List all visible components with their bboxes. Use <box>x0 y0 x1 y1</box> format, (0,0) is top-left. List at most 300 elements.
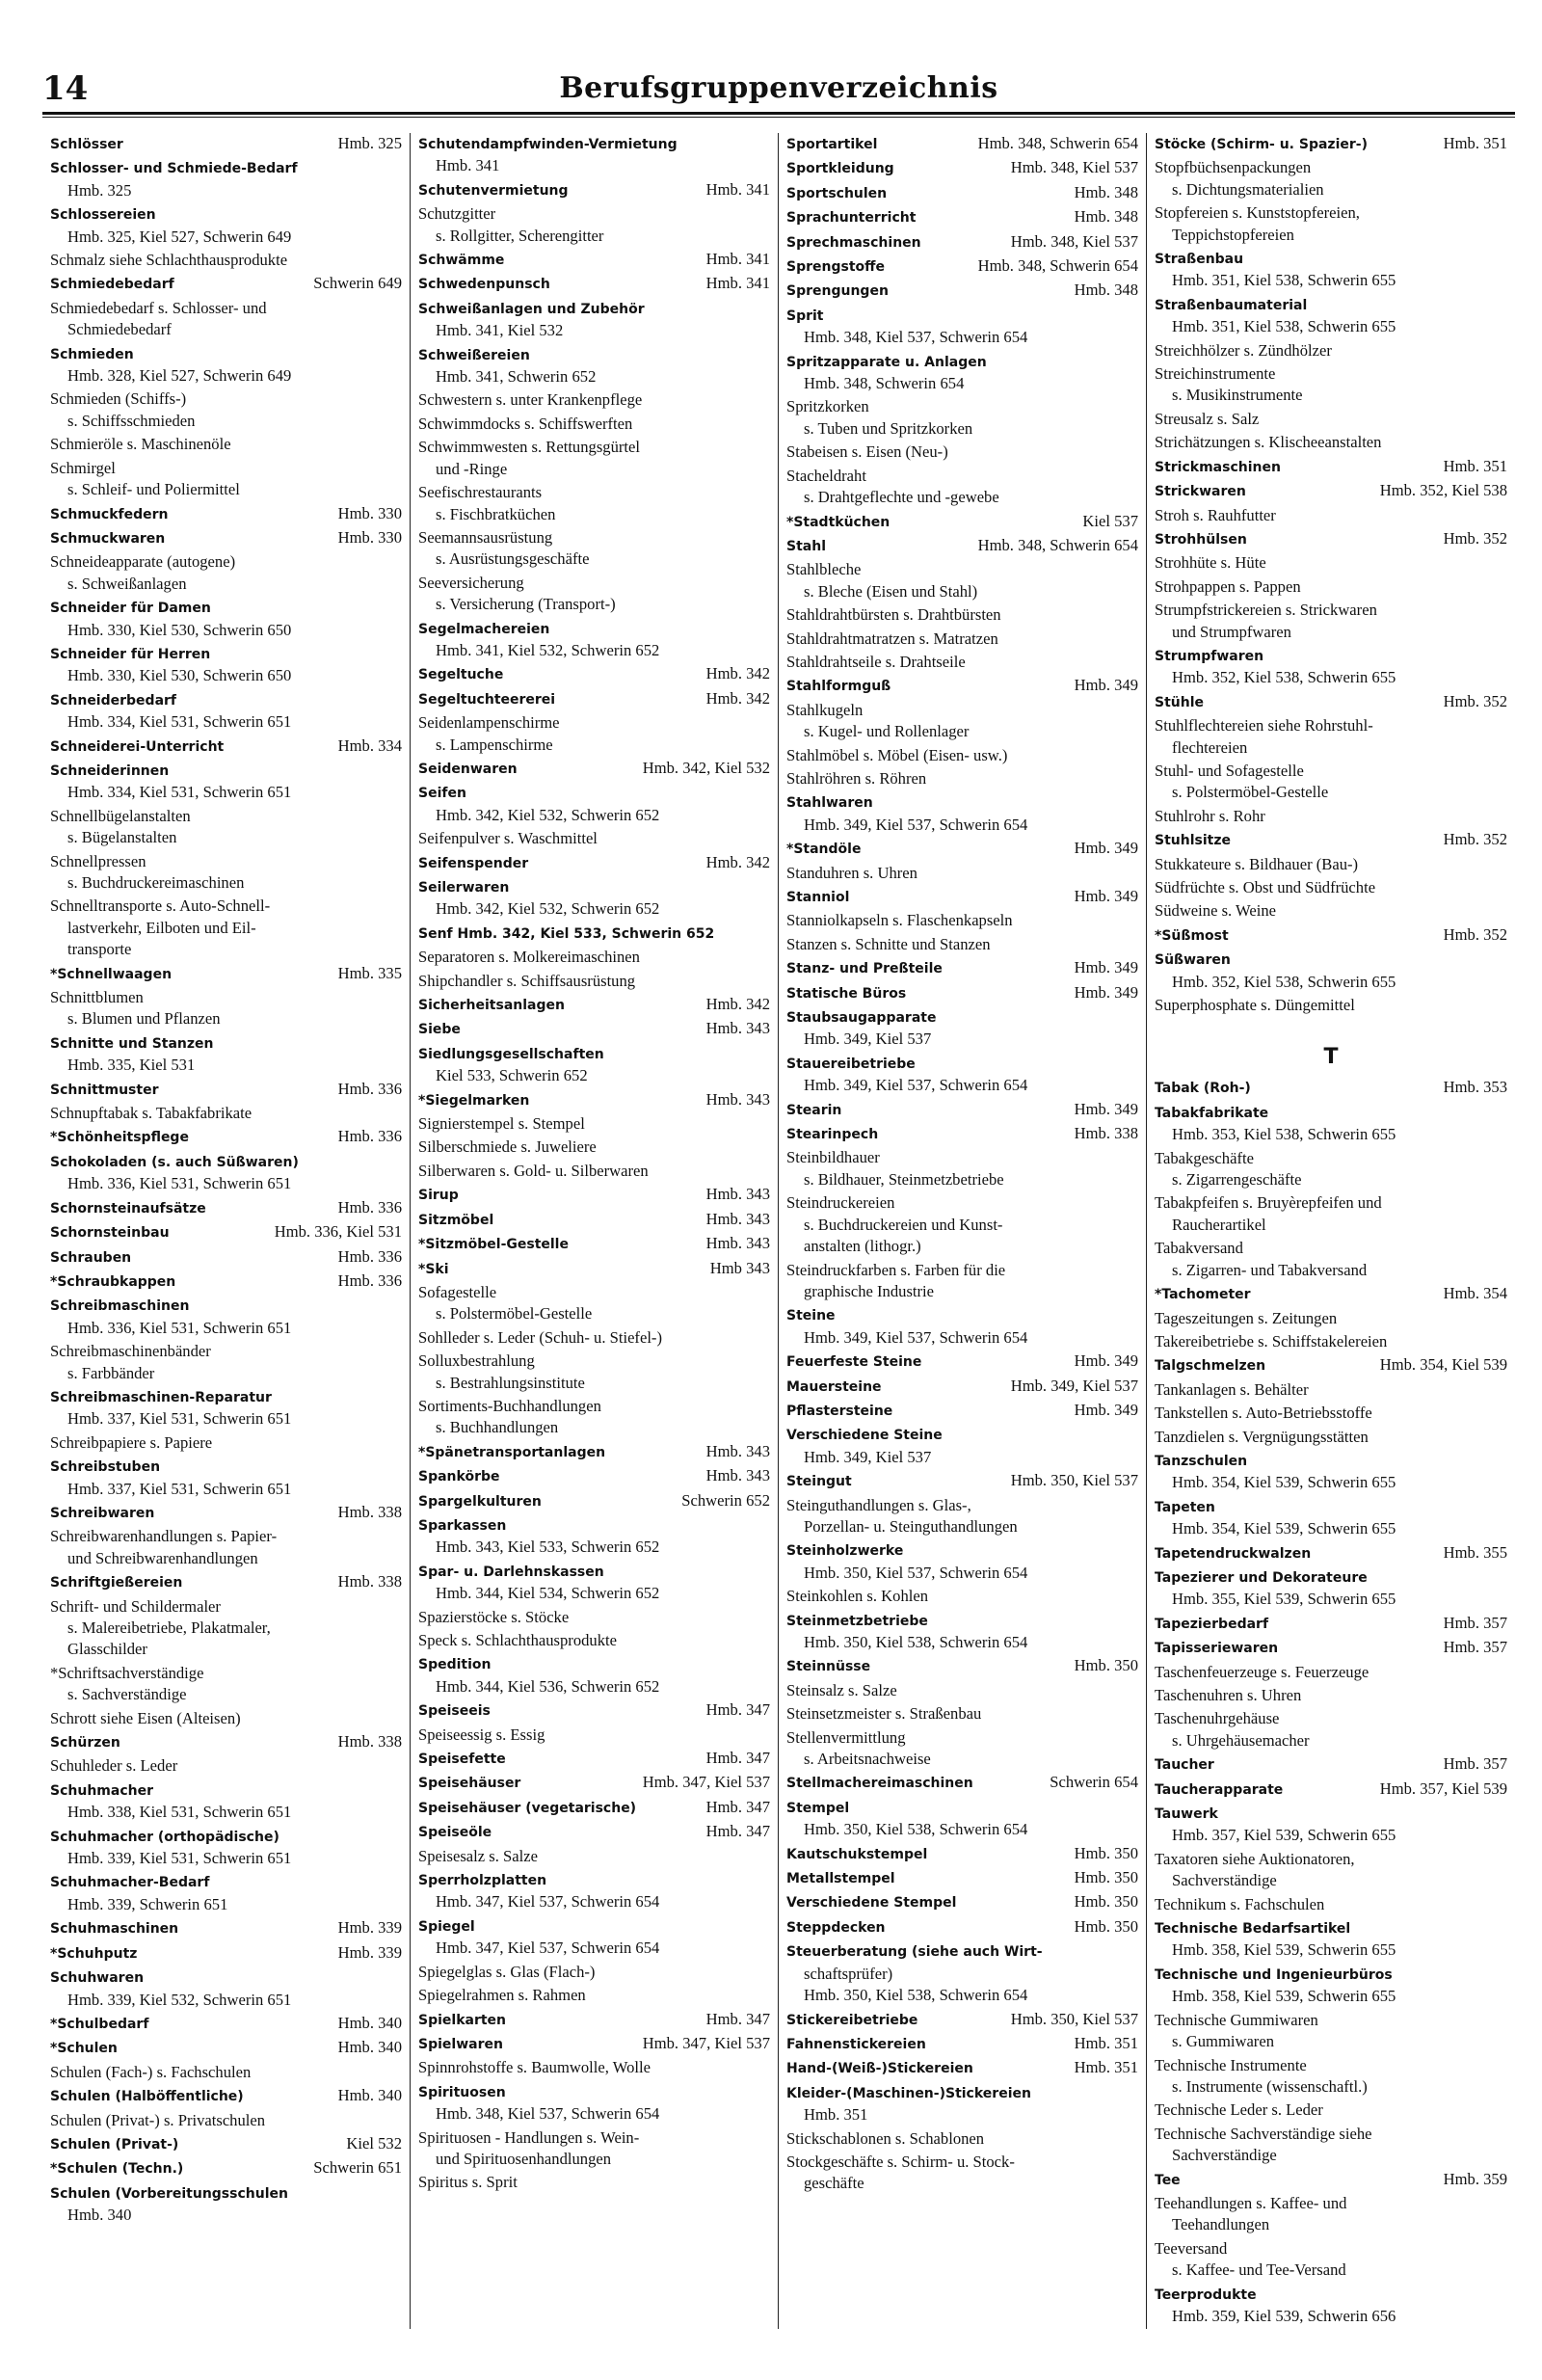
entry-locations: Hmb. 347 <box>705 1797 770 1816</box>
directory-entry <box>418 1962 770 1983</box>
directory-entry <box>786 652 1138 673</box>
entry-term: Schmirgel <box>50 458 116 477</box>
directory-entry <box>786 1680 1138 1701</box>
directory-entry <box>418 712 770 756</box>
entry-line: s. Tuben und Spritzkorken <box>804 418 973 438</box>
directory-entry <box>418 876 770 921</box>
entry-locations: Hmb. 336 <box>337 1246 402 1266</box>
entry-term: Fahnenstickereien <box>786 2036 926 2052</box>
entry-locations: Hmb. 347 <box>705 2009 770 2028</box>
entry-locations: Hmb. 349 <box>1074 1351 1138 1371</box>
entry-locations: Hmb. 343 <box>705 1466 770 1485</box>
entry-term: Schmieröle s. Maschinenöle <box>50 435 231 454</box>
entry-term: Schweißereien <box>418 347 530 363</box>
entry-line: Sachverständige <box>1172 2146 1277 2165</box>
directory-entry <box>786 396 1138 440</box>
entry-term: Sohlleder s. Leder (Schuh- u. Stiefel-) <box>418 1327 662 1347</box>
entry-line: Hmb. 334, Kiel 531, Schwerin 651 <box>67 712 292 732</box>
entry-term: Seifen <box>418 786 466 802</box>
directory-entry <box>1155 552 1507 574</box>
entry-term: Schwestern s. unter Krankenpflege <box>418 390 643 410</box>
directory-entry <box>1155 1102 1507 1146</box>
entry-term: Kleider-(Maschinen-)Stickereien <box>786 2085 1031 2101</box>
entry-line: Hmb. 354, Kiel 539, Schwerin 655 <box>1172 1519 1396 1538</box>
entry-line: Hmb. 330, Kiel 530, Schwerin 650 <box>67 620 292 639</box>
directory-entry <box>418 2033 770 2055</box>
entry-line: Hmb. 341, Kiel 532 <box>436 321 564 340</box>
entry-term: Streichhölzer s. Zündhölzer <box>1155 340 1332 360</box>
directory-entry <box>1155 2010 1507 2053</box>
entry-term: Süßwaren <box>1155 952 1231 969</box>
directory-entry <box>786 2082 1138 2126</box>
directory-entry <box>418 1282 770 1325</box>
entry-term: Schrott siehe Eisen (Alteisen) <box>50 1708 241 1727</box>
entry-term: Technische Sachverständige siehe <box>1155 2124 1372 2143</box>
directory-entry <box>786 934 1138 955</box>
entry-term: Schriftgießereien <box>50 1575 183 1591</box>
entry-locations: Hmb. 357 <box>1443 1638 1507 1657</box>
directory-entry <box>1155 1450 1507 1494</box>
entry-term: *Tachometer <box>1155 1287 1251 1303</box>
entry-term: Steinbildhauer <box>786 1148 880 1167</box>
entry-line: Hmb. 344, Kiel 534, Schwerin 652 <box>436 1584 660 1603</box>
directory-entry <box>50 851 402 895</box>
directory-entry <box>50 503 402 525</box>
directory-entry <box>50 760 402 804</box>
entry-term: Tankstellen s. Auto-Betriebsstoffe <box>1155 1404 1372 1423</box>
entry-term: Steuerberatung (siehe auch Wirt- <box>786 1944 1043 1961</box>
entry-line: Hmb. 342, Kiel 532, Schwerin 652 <box>436 805 660 824</box>
entry-line: s. Schleif- und Poliermittel <box>67 480 240 499</box>
directory-entry <box>418 414 770 435</box>
entry-term: Schuhmacher-Bedarf <box>50 1875 210 1891</box>
entry-term: *Sitzmöbel-Gestelle <box>418 1237 569 1253</box>
entry-term: Schneider für Herren <box>50 646 211 662</box>
entry-term: *Schuhputz <box>50 1945 138 1962</box>
directory-entry <box>1155 2055 1507 2099</box>
directory-entry <box>786 351 1138 395</box>
directory-entry <box>1155 505 1507 526</box>
directory-entry <box>50 1942 402 1965</box>
directory-entry <box>786 957 1138 979</box>
entry-term: Stühle <box>1155 694 1205 710</box>
entry-term: Tageszeitungen s. Zeitungen <box>1155 1308 1338 1327</box>
entry-line: Hmb. 339, Kiel 531, Schwerin 651 <box>67 1849 292 1868</box>
entry-line: s. Dichtungsmaterialien <box>1172 179 1324 199</box>
entry-term: Stanniolkapseln s. Flaschenkapseln <box>786 911 1013 930</box>
directory-entry <box>786 157 1138 179</box>
entry-line: Hmb. 344, Kiel 536, Schwerin 652 <box>436 1676 660 1696</box>
directory-entry <box>50 1917 402 1939</box>
entry-term: Sprachunterricht <box>786 210 917 227</box>
directory-entry <box>418 1772 770 1794</box>
entry-term: Steinnüsse <box>786 1659 871 1675</box>
directory-entry <box>786 206 1138 228</box>
directory-entry <box>786 2057 1138 2079</box>
entry-term: Speisesalz s. Salze <box>418 1846 538 1865</box>
entry-line: s. Polstermöbel-Gestelle <box>436 1304 593 1324</box>
directory-entry <box>786 863 1138 884</box>
entry-locations: Hmb. 349 <box>1074 887 1138 905</box>
directory-entry <box>50 2085 402 2107</box>
directory-entry <box>50 1526 402 1569</box>
directory-entry <box>1155 480 1507 502</box>
entry-line: Hmb. 350, Kiel 538, Schwerin 654 <box>804 1633 1028 1651</box>
directory-entry <box>786 1940 1138 2006</box>
entry-locations: Hmb. 349 <box>1074 676 1138 695</box>
directory-entry <box>50 458 402 501</box>
directory-entry <box>50 2157 402 2179</box>
entry-term: Sitzmöbel <box>418 1212 494 1228</box>
entry-term: Tabak (Roh-) <box>1155 1081 1251 1097</box>
entry-locations: Hmb. 348, Schwerin 654 <box>977 256 1138 276</box>
entry-line: Hmb. 349, Kiel 537 <box>804 1447 932 1466</box>
entry-term: Spielkarten <box>418 2012 507 2028</box>
entry-term: Seemannsausrüstung <box>418 527 553 547</box>
entry-locations: Hmb. 351 <box>1443 134 1507 152</box>
entry-line: s. Kaffee- und Tee-Versand <box>1172 2260 1346 2280</box>
entry-line: graphische Industrie <box>804 1281 935 1300</box>
directory-entry <box>1155 1331 1507 1352</box>
directory-entry <box>418 852 770 874</box>
entry-locations: Hmb. 350, Kiel 537 <box>1010 2009 1138 2028</box>
directory-entry <box>50 203 402 248</box>
entry-line: Hmb. 347, Kiel 537, Schwerin 654 <box>436 1892 660 1912</box>
directory-entry <box>786 1053 1138 1097</box>
entry-term: Tabakfabrikate <box>1155 1105 1269 1121</box>
entry-term: Signierstempel s. Stempel <box>418 1114 585 1134</box>
entry-locations: Hmb. 352 <box>1443 830 1507 849</box>
entry-term: Schulen (Vorbereitungsschulen <box>50 2185 288 2202</box>
entry-term: Staubsaugapparate <box>786 1010 937 1027</box>
directory-entry <box>418 437 770 480</box>
directory-entry <box>418 994 770 1016</box>
entry-line: Hmb. 328, Kiel 527, Schwerin 649 <box>67 366 292 386</box>
entry-locations: Hmb. 350 <box>1074 1868 1138 1887</box>
entry-term: Schmuckfedern <box>50 506 169 522</box>
entry-term: Strumpfstrickereien s. Strickwaren <box>1155 601 1377 620</box>
entry-locations: Hmb. 352 <box>1443 528 1507 548</box>
entry-term: Superphosphate s. Düngemittel <box>1155 996 1355 1015</box>
directory-entry <box>1155 1917 1507 1962</box>
entry-term: *Schönheitspflege <box>50 1130 189 1146</box>
entry-line: und -Ringe <box>436 459 508 478</box>
directory-entry <box>418 482 770 525</box>
entry-line: s. Versicherung (Transport-) <box>436 595 616 614</box>
directory-entry <box>786 1797 1138 1841</box>
entry-term: Stahlmöbel s. Möbel (Eisen- usw.) <box>786 745 1008 764</box>
entry-term: Stopfbüchsenpackungen <box>1155 158 1312 177</box>
entry-term: Schwämme <box>418 253 505 269</box>
directory-entry <box>418 2127 770 2171</box>
directory-entry <box>1155 924 1507 947</box>
page-number: 14 <box>42 69 89 108</box>
directory-entry <box>1155 456 1507 478</box>
entry-term: Stauereibetriebe <box>786 1056 916 1072</box>
entry-locations: Hmb. 349 <box>1074 1400 1138 1419</box>
directory-entry <box>418 1653 770 1698</box>
entry-term: Stearin <box>786 1102 842 1118</box>
directory-entry <box>50 1596 402 1661</box>
entry-term: Steppdecken <box>786 1919 886 1936</box>
directory-entry <box>786 535 1138 557</box>
entry-line: Hmb. 335, Kiel 531 <box>67 1056 196 1075</box>
directory-entry <box>786 675 1138 697</box>
entry-locations: Schwerin 649 <box>313 274 402 293</box>
entry-term: *Schnellwaagen <box>50 966 173 982</box>
directory-entry <box>1155 528 1507 550</box>
entry-term: Seifenspender <box>418 855 529 871</box>
directory-entry <box>418 828 770 849</box>
entry-term: Tabakpfeifen s. Bruyèrepfeifen und <box>1155 1193 1382 1213</box>
entry-term: Schlossereien <box>50 207 156 224</box>
entry-line: s. Blumen und Pflanzen <box>67 1009 221 1029</box>
entry-term: Stahldrahtbürsten s. Drahtbürsten <box>786 605 1001 625</box>
entry-term: Seidenlampenschirme <box>418 713 560 733</box>
entry-term: Sofagestelle <box>418 1282 497 1301</box>
entry-term: Technische Gummiwaren <box>1155 2010 1318 2029</box>
entry-term: Stuhlflechtereien siehe Rohrstuhl- <box>1155 716 1373 735</box>
entry-locations: Hmb. 325 <box>337 134 402 152</box>
entry-term: Tapezierer und Dekorateure <box>1155 1569 1368 1586</box>
entry-term: Tankanlagen s. Behälter <box>1155 1379 1309 1399</box>
column-4 <box>1147 133 1515 2329</box>
entry-locations: Hmb. 350, Kiel 537 <box>1010 1471 1138 1490</box>
directory-entry <box>1155 294 1507 338</box>
directory-entry <box>1155 1379 1507 1401</box>
entry-term: Schreibpapiere s. Papiere <box>50 1432 213 1452</box>
directory-entry <box>1155 576 1507 598</box>
directory-entry <box>786 255 1138 278</box>
directory-entry <box>50 963 402 985</box>
entry-locations: Hmb. 357 <box>1443 1613 1507 1632</box>
entry-term: Spritzkorken <box>786 397 869 416</box>
entry-locations: Hmb. 336 <box>337 1270 402 1290</box>
entry-line: Hmb. 350, Kiel 538, Schwerin 654 <box>804 1986 1028 2005</box>
entry-term: Speiseessig s. Essig <box>418 1725 545 1744</box>
entry-term: *Schriftsachverständige <box>50 1663 204 1682</box>
directory-entry <box>418 1915 770 1960</box>
entry-term: Taucherapparate <box>1155 1781 1284 1798</box>
entry-line: s. Bildhauer, Steinmetzbetriebe <box>804 1169 1004 1189</box>
entry-term: Schneiderbedarf <box>50 692 177 709</box>
entry-locations: Schwerin 652 <box>681 1490 770 1510</box>
directory-entry <box>418 1846 770 1867</box>
entry-locations: Hmb. 359 <box>1443 2169 1507 2188</box>
entry-term: Technische Leder s. Leder <box>1155 2100 1323 2120</box>
entry-line: Glasschilder <box>67 1640 147 1659</box>
directory-entry <box>786 700 1138 743</box>
entry-term: Spazierstöcke s. Stöcke <box>418 1607 570 1626</box>
entry-term: Spiegelrahmen s. Rahmen <box>418 1986 586 2005</box>
entry-term: Schlosser- und Schmiede-Bedarf <box>50 161 298 177</box>
entry-term: Sicherheitsanlagen <box>418 998 565 1014</box>
entry-term: Spinnrohstoffe s. Baumwolle, Wolle <box>418 2058 651 2077</box>
entry-term: Segeltuchteererei <box>418 691 556 708</box>
entry-line: Hmb. 355, Kiel 539, Schwerin 655 <box>1172 1590 1396 1609</box>
entry-line: s. Lampenschirme <box>436 735 553 754</box>
directory-entry <box>786 1192 1138 1257</box>
entry-term: Schutzgitter <box>418 204 496 224</box>
directory-entry <box>1155 248 1507 292</box>
entry-term: Stuhlsitze <box>1155 833 1231 849</box>
directory-entry <box>418 618 770 662</box>
directory-entry <box>1155 2169 1507 2191</box>
directory-entry <box>418 298 770 342</box>
directory-entry <box>786 2009 1138 2031</box>
directory-entry <box>50 597 402 641</box>
entry-term: Schrauben <box>50 1249 132 1266</box>
entry-term: Schneideapparate (autogene) <box>50 552 236 572</box>
entry-term: Tabakgeschäfte <box>1155 1148 1254 1167</box>
entry-line: flechtereien <box>1172 737 1248 757</box>
directory-entry <box>1155 877 1507 898</box>
entry-term: Sprit <box>786 308 824 324</box>
directory-entry <box>50 2182 402 2227</box>
entry-term: *Ski <box>418 1261 449 1277</box>
entry-term: Siedlungsgesellschaften <box>418 1046 604 1062</box>
entry-line: Hmb. 330, Kiel 530, Schwerin 650 <box>67 666 292 685</box>
entry-line: Hmb. 337, Kiel 531, Schwerin 651 <box>67 1409 292 1429</box>
directory-entry <box>418 527 770 571</box>
directory-entry <box>1155 645 1507 689</box>
column-1 <box>42 133 411 2329</box>
directory-entry <box>418 1258 770 1280</box>
entry-term: Schreibstuben <box>50 1459 161 1476</box>
directory-entry <box>50 896 402 960</box>
directory-entry <box>50 689 402 734</box>
directory-entry <box>418 2057 770 2078</box>
entry-term: Stickereibetriebe <box>786 2012 918 2028</box>
entry-locations: Hmb. 348, Kiel 537 <box>1010 158 1138 177</box>
directory-entry <box>50 735 402 758</box>
entry-term: Schokoladen (s. auch Süßwaren) <box>50 1154 299 1170</box>
entry-line: Porzellan- u. Steinguthandlungen <box>804 1516 1018 1536</box>
entry-term: Spedition <box>418 1657 492 1673</box>
entry-term: Straßenbau <box>1155 252 1244 268</box>
directory-entry <box>1155 1403 1507 1424</box>
entry-term: Strohhülsen <box>1155 531 1247 548</box>
directory-entry <box>1155 1894 1507 1915</box>
entry-line: Hmb. 349, Kiel 537, Schwerin 654 <box>804 815 1028 834</box>
entry-term: Taschenfeuerzeuge s. Feuerzeuge <box>1155 1662 1369 1681</box>
entry-locations: Hmb. 340 <box>337 2013 402 2032</box>
entry-term: Schmiedebedarf s. Schlosser- und <box>50 298 267 317</box>
entry-line: Hmb. 325, Kiel 527, Schwerin 649 <box>67 227 292 246</box>
directory-entry <box>1155 1685 1507 1706</box>
entry-term: Schwedenpunsch <box>418 277 550 293</box>
entry-term: Sperrholzplatten <box>418 1873 547 1889</box>
entry-term: Schneiderinnen <box>50 762 170 779</box>
entry-term: Tapeten <box>1155 1499 1215 1515</box>
entry-line: Teehandlungen <box>1172 2215 1270 2234</box>
entry-term: Seefischrestaurants <box>418 483 543 502</box>
directory-entry <box>1155 854 1507 875</box>
entry-line: Hmb. 348, Kiel 537, Schwerin 654 <box>436 2104 660 2124</box>
directory-entry <box>786 1916 1138 1939</box>
directory-entry <box>1155 1192 1507 1236</box>
entry-locations: Hmb. 355 <box>1443 1542 1507 1562</box>
directory-entry <box>418 344 770 388</box>
directory-entry <box>1155 829 1507 851</box>
entry-term: Tabakversand <box>1155 1239 1243 1258</box>
directory-entry <box>418 1350 770 1394</box>
directory-entry <box>50 273 402 295</box>
entry-line: s. Buchdruckereien und Kunst- <box>804 1215 1003 1234</box>
entry-line: s. Instrumente (wissenschaftl.) <box>1172 2076 1368 2096</box>
directory-entry <box>1155 1354 1507 1377</box>
entry-term: Strichätzungen s. Klischeeanstalten <box>1155 433 1382 452</box>
directory-entry <box>786 1350 1138 1373</box>
directory-entry <box>1155 1283 1507 1305</box>
entry-term: Schreibwaren <box>50 1505 155 1521</box>
entry-term: Taxatoren siehe Auktionatoren, <box>1155 1849 1355 1868</box>
directory-columns <box>42 133 1515 2329</box>
directory-entry <box>786 745 1138 766</box>
entry-term: Schmieden <box>50 346 134 362</box>
directory-entry <box>786 768 1138 789</box>
entry-term: Schnupftabak s. Tabakfabrikate <box>50 1104 253 1123</box>
entry-term: Teeversand <box>1155 2238 1228 2258</box>
directory-entry <box>1155 1148 1507 1191</box>
directory-entry <box>418 1441 770 1463</box>
directory-entry <box>1155 1542 1507 1564</box>
entry-line: transporte <box>67 940 132 959</box>
directory-entry <box>786 1843 1138 1865</box>
entry-locations: Hmb. 347, Kiel 537 <box>642 2033 770 2052</box>
entry-term: Tapisseriewaren <box>1155 1641 1279 1657</box>
directory-entry <box>786 280 1138 302</box>
entry-locations: Hmb. 342, Kiel 532 <box>642 758 770 777</box>
entry-term: Schweißanlagen und Zubehör <box>418 301 645 317</box>
entry-line: Hmb. 341 <box>436 156 500 175</box>
directory-entry <box>1155 600 1507 643</box>
directory-entry <box>50 2110 402 2131</box>
directory-entry <box>786 1867 1138 1889</box>
entry-term: Steingut <box>786 1474 852 1490</box>
directory-entry <box>418 1985 770 2006</box>
directory-entry <box>786 1376 1138 1398</box>
entry-locations: Hmb. 354, Kiel 539 <box>1379 1355 1507 1375</box>
entry-locations: Hmb. 342 <box>705 688 770 708</box>
entry-term: Senf Hmb. 342, Kiel 533, Schwerin 652 <box>418 925 715 942</box>
entry-locations: Hmb. 350 <box>1074 1656 1138 1675</box>
entry-line: s. Fischbratküchen <box>436 504 556 523</box>
directory-entry <box>50 298 402 341</box>
column-3 <box>779 133 1147 2329</box>
directory-entry <box>786 982 1138 1004</box>
entry-term: Schnitte und Stanzen <box>50 1035 214 1052</box>
entry-term: Stanzen s. Schnitte und Stanzen <box>786 934 991 953</box>
directory-entry <box>50 1386 402 1431</box>
entry-line: Hmb. 339, Schwerin 651 <box>67 1894 228 1913</box>
directory-entry <box>418 1327 770 1349</box>
directory-entry <box>50 1341 402 1384</box>
entry-line: s. Zigarren- und Tabakversand <box>1172 1260 1368 1279</box>
directory-entry <box>1155 1778 1507 1801</box>
entry-term: Stahlformguß <box>786 679 891 695</box>
directory-entry <box>786 1586 1138 1607</box>
entry-term: *Schulbedarf <box>50 2016 149 2032</box>
directory-entry <box>1155 1308 1507 1329</box>
directory-entry <box>786 133 1138 155</box>
entry-term: Streusalz s. Salz <box>1155 409 1260 428</box>
directory-entry <box>50 1221 402 1243</box>
entry-locations: Hmb. 350 <box>1074 1892 1138 1912</box>
entry-line: Hmb. 336, Kiel 531, Schwerin 651 <box>67 1174 292 1193</box>
directory-entry <box>50 133 402 155</box>
entry-line: Hmb. 337, Kiel 531, Schwerin 651 <box>67 1479 292 1498</box>
